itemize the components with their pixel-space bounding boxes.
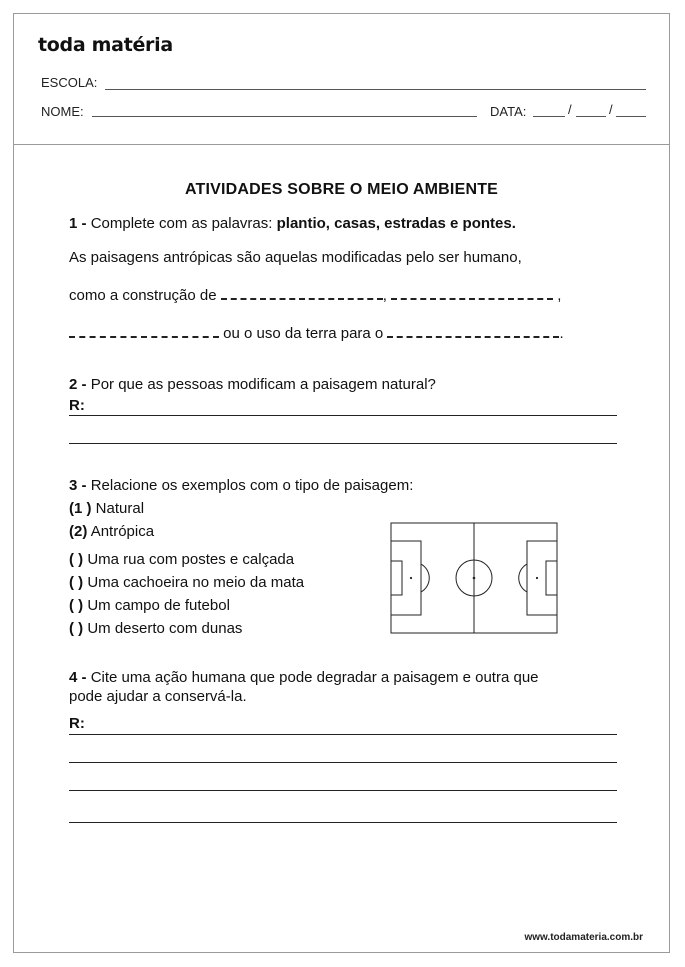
fill-blank[interactable] bbox=[221, 288, 383, 300]
question-text: Relacione os exemplos com o tipo de paisagem: bbox=[90, 477, 414, 494]
name-label: NOME: bbox=[41, 104, 84, 119]
date-month-field[interactable] bbox=[576, 116, 606, 117]
brand-logo: toda matéria bbox=[38, 34, 173, 56]
right-penalty-area bbox=[527, 541, 557, 615]
answer-box[interactable]: ( ) bbox=[69, 551, 84, 568]
word-bank: plantio, casas, estradas e pontes. bbox=[276, 215, 516, 232]
q1-sentence-text: como a construção de bbox=[69, 287, 217, 304]
question-3 bbox=[69, 477, 413, 494]
q1-sentence-line-1: As paisagens antrópicas são aquelas modificadas pelo ser humano, bbox=[69, 249, 522, 266]
date-separator: / bbox=[568, 102, 572, 117]
question-4-line-2: pode ajudar a conservá-la. bbox=[69, 688, 247, 705]
question-number: 3 - bbox=[69, 477, 87, 494]
name-field[interactable] bbox=[92, 116, 477, 117]
right-goal-area bbox=[546, 561, 557, 595]
date-label: DATA: bbox=[490, 104, 527, 119]
center-spot bbox=[473, 577, 476, 580]
q1-sentence-line-2 bbox=[69, 287, 561, 304]
question-text: Por que as pessoas modificam a paisagem natural? bbox=[90, 376, 436, 393]
school-label: ESCOLA: bbox=[41, 75, 98, 90]
match-item: ( ) Uma cachoeira no meio da mata bbox=[69, 574, 305, 591]
school-field[interactable] bbox=[105, 89, 646, 90]
left-penalty-area bbox=[391, 541, 421, 615]
header-divider bbox=[14, 144, 669, 145]
answer-label: R: bbox=[69, 397, 85, 414]
period: . bbox=[559, 325, 564, 342]
answer-line[interactable] bbox=[69, 415, 617, 416]
question-number: 2 - bbox=[69, 376, 87, 393]
question-2 bbox=[69, 376, 436, 393]
q1-sentence-line-3 bbox=[69, 325, 564, 342]
page-title: ATIVIDADES SOBRE O MEIO AMBIENTE bbox=[184, 181, 499, 198]
answer-line[interactable] bbox=[69, 762, 617, 763]
match-item: ( ) Uma rua com postes e calçada bbox=[69, 551, 295, 568]
answer-line[interactable] bbox=[69, 790, 617, 791]
q1-sentence-text: ou o uso da terra para o bbox=[223, 325, 384, 342]
date-day-field[interactable] bbox=[533, 116, 565, 117]
comma: , bbox=[382, 287, 387, 304]
date-year-field[interactable] bbox=[616, 116, 646, 117]
answer-line[interactable] bbox=[69, 734, 617, 735]
worksheet-page bbox=[13, 13, 670, 953]
option-natural: (1 ) Natural bbox=[69, 500, 145, 517]
answer-line[interactable] bbox=[69, 443, 617, 444]
question-1 bbox=[69, 215, 516, 232]
question-number: 1 - bbox=[69, 215, 87, 232]
question-text: Cite uma ação humana que pode degradar a paisagem e outra que bbox=[90, 669, 539, 686]
answer-label: R: bbox=[69, 715, 85, 732]
match-item: ( ) Um deserto com dunas bbox=[69, 620, 243, 637]
match-item: ( ) Um campo de futebol bbox=[69, 597, 230, 614]
answer-box[interactable]: ( ) bbox=[69, 574, 84, 591]
right-penalty-spot bbox=[536, 577, 538, 579]
question-4 bbox=[69, 669, 539, 686]
fill-blank[interactable] bbox=[391, 288, 553, 300]
answer-box[interactable]: ( ) bbox=[69, 597, 84, 614]
answer-box[interactable]: ( ) bbox=[69, 620, 84, 637]
fill-blank[interactable] bbox=[387, 326, 559, 338]
option-antropica: (2) Antrópica bbox=[69, 523, 155, 540]
left-penalty-spot bbox=[410, 577, 412, 579]
soccer-field-illustration bbox=[389, 521, 559, 635]
footer-url: www.todamateria.com.br bbox=[524, 932, 643, 943]
answer-line[interactable] bbox=[69, 822, 617, 823]
fill-blank[interactable] bbox=[69, 326, 219, 338]
left-goal-area bbox=[391, 561, 402, 595]
question-number: 4 - bbox=[69, 669, 87, 686]
left-penalty-arc bbox=[421, 564, 429, 592]
question-prompt: Complete com as palavras: bbox=[90, 215, 273, 232]
right-penalty-arc bbox=[519, 564, 527, 592]
date-separator: / bbox=[609, 102, 613, 117]
comma: , bbox=[557, 287, 562, 304]
